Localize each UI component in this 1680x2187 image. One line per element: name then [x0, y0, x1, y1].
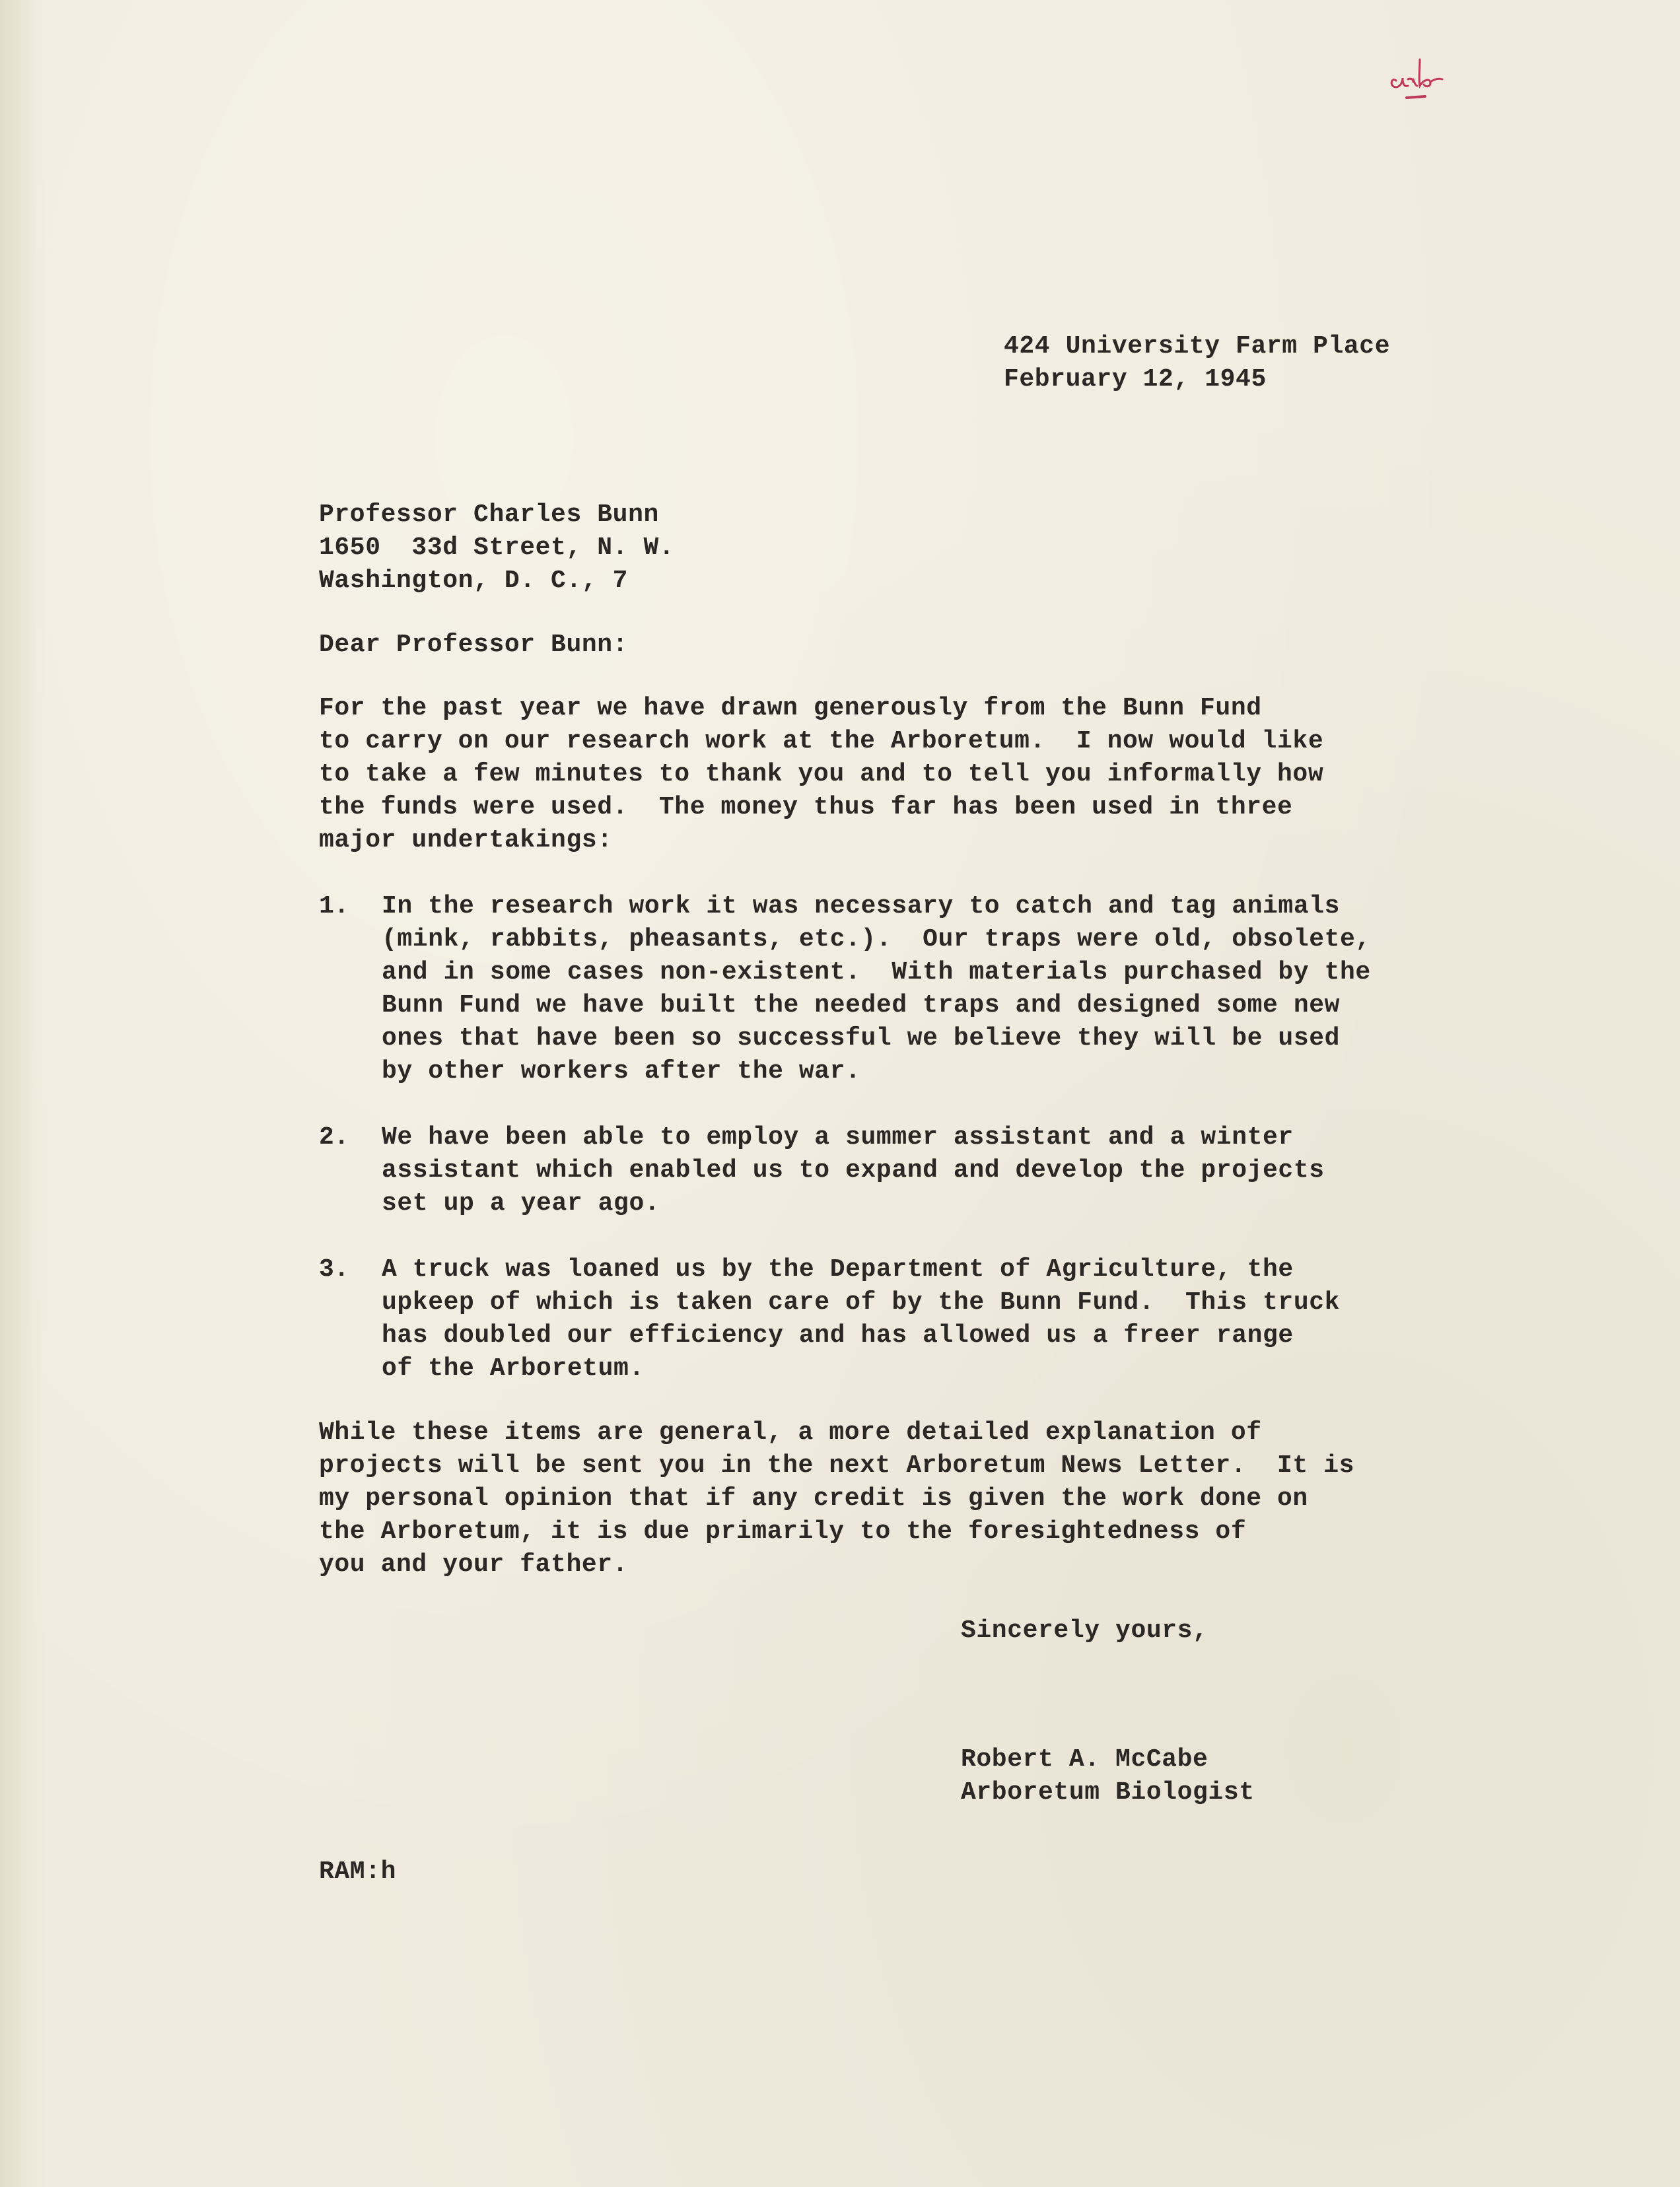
list-item-number: 2.: [319, 1123, 349, 1152]
list-item-number: 3.: [319, 1255, 349, 1284]
list-item-line: and in some cases non-existent. With materials purchased by the: [382, 958, 1371, 987]
recipient-city: Washington, D. C., 7: [319, 567, 629, 595]
list-item-line: A truck was loaned us by the Department of Agriculture, the: [382, 1255, 1294, 1284]
paragraph-line: major undertakings:: [319, 826, 613, 854]
list-item-line: has doubled our efficiency and has allowed us a freer range: [382, 1321, 1294, 1350]
page-edge-shadow: [0, 0, 46, 2187]
list-item-number: 1.: [319, 892, 349, 920]
list-item-line: We have been able to employ a summer assistant and a winter: [382, 1123, 1294, 1152]
list-item-line: assistant which enabled us to expand and develop the projects: [382, 1156, 1325, 1185]
sender-address: 424 University Farm Place: [1004, 332, 1391, 361]
list-item-line: set up a year ago.: [382, 1189, 660, 1218]
complimentary-close: Sincerely yours,: [961, 1616, 1208, 1645]
signer-title: Arboretum Biologist: [961, 1778, 1255, 1807]
paragraph-line: For the past year we have drawn generously from the Bunn Fund: [319, 694, 1262, 722]
list-item-line: Bunn Fund we have built the needed traps and designed some new: [382, 991, 1341, 1020]
list-item-line: ones that have been so successful we believe they will be used: [382, 1024, 1341, 1053]
paragraph-line: While these items are general, a more detailed explanation of: [319, 1418, 1262, 1447]
paragraph-line: projects will be sent you in the next Arboretum News Letter. It is: [319, 1451, 1355, 1480]
list-item-line: by other workers after the war.: [382, 1057, 861, 1086]
letter-date: February 12, 1945: [1004, 365, 1267, 394]
recipient-street: 1650 33d Street, N. W.: [319, 534, 675, 562]
paragraph-line: to carry on our research work at the Arboretum. I now would like: [319, 727, 1324, 755]
paragraph-line: the funds were used. The money thus far has been used in three: [319, 793, 1293, 821]
salutation: Dear Professor Bunn:: [319, 631, 629, 659]
list-item-line: upkeep of which is taken care of by the Bunn Fund. This truck: [382, 1288, 1341, 1317]
list-item-line: of the Arboretum.: [382, 1354, 645, 1383]
handwritten-annotation-arb: [1387, 53, 1459, 125]
paragraph-line: my personal opinion that if any credit is given the work done on: [319, 1484, 1308, 1513]
paragraph-line: you and your father.: [319, 1550, 629, 1579]
paragraph-line: to take a few minutes to thank you and to tell you informally how: [319, 760, 1324, 788]
list-item-line: In the research work it was necessary to catch and tag animals: [382, 892, 1341, 920]
reference-initials: RAM:h: [319, 1857, 397, 1886]
paragraph-line: the Arboretum, it is due primarily to the foresightedness of: [319, 1517, 1247, 1546]
list-item-line: (mink, rabbits, pheasants, etc.). Our traps were old, obsolete,: [382, 925, 1371, 954]
recipient-name: Professor Charles Bunn: [319, 501, 659, 529]
signer-name: Robert A. McCabe: [961, 1745, 1208, 1774]
